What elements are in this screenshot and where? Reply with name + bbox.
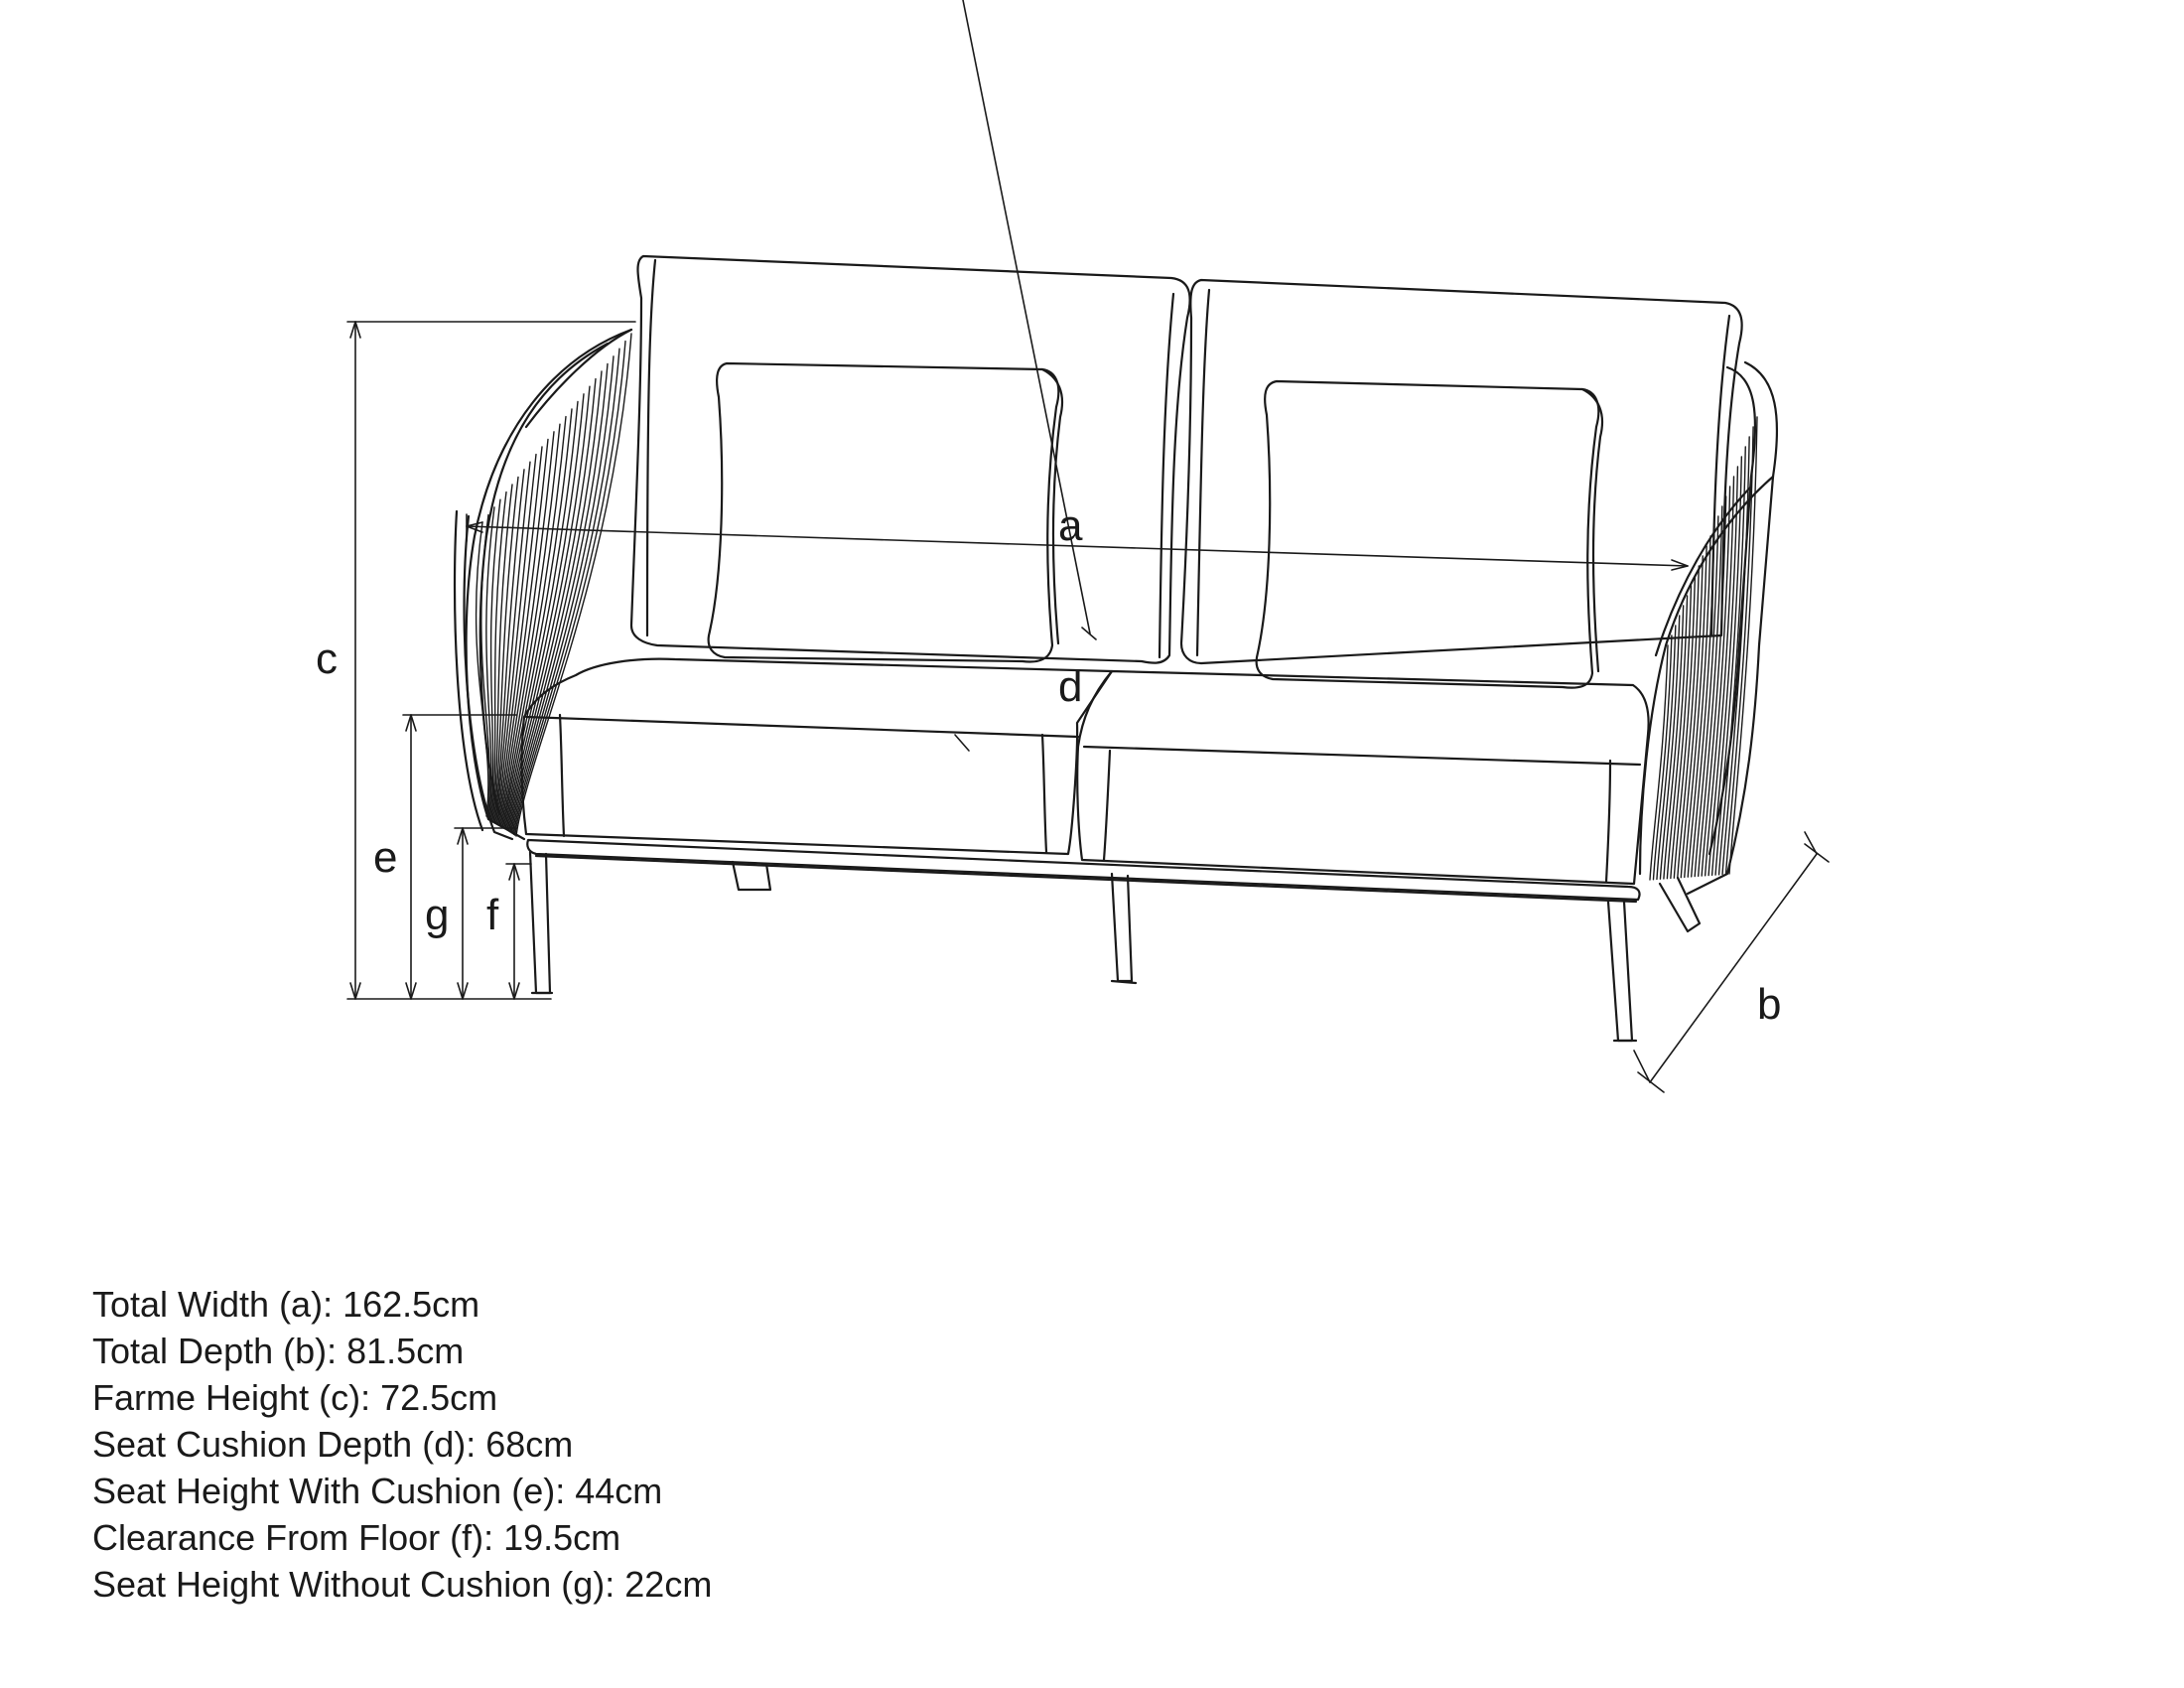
spec-total-width: Total Width (a): 162.5cm [92, 1284, 480, 1325]
label-g: g [425, 891, 450, 939]
dimension-f [506, 864, 531, 999]
throw-pillow-left [709, 363, 1062, 661]
spec-seat-height-with-cushion: Seat Height With Cushion (e): 44cm [92, 1471, 663, 1511]
dimension-g [455, 828, 516, 999]
left-armrest [455, 330, 631, 839]
spec-seat-height-without-cushion: Seat Height Without Cushion (g): 22cm [92, 1564, 713, 1605]
label-c: c [316, 634, 338, 683]
seat-cushion-right [1077, 671, 1648, 884]
right-armrest [1640, 362, 1777, 894]
label-a: a [1058, 501, 1083, 550]
label-f: f [486, 891, 499, 939]
dimension-lines [347, 0, 1829, 1092]
label-e: e [373, 833, 398, 882]
spec-frame-height: Farme Height (c): 72.5cm [92, 1377, 498, 1418]
label-d: d [1058, 662, 1083, 711]
sofa [455, 256, 1777, 1041]
spec-total-depth: Total Depth (b): 81.5cm [92, 1331, 465, 1371]
seat-cushion-left [522, 659, 1112, 854]
frame-base [527, 840, 1639, 902]
dimension-b [1634, 832, 1829, 1092]
dimension-specs-list [92, 1281, 712, 1608]
spec-seat-cushion-depth: Seat Cushion Depth (d): 68cm [92, 1424, 574, 1465]
dimension-d [955, 0, 1096, 751]
throw-pillow-right [1257, 381, 1602, 688]
label-b: b [1757, 980, 1782, 1029]
spec-clearance-from-floor: Clearance From Floor (f): 19.5cm [92, 1517, 621, 1558]
